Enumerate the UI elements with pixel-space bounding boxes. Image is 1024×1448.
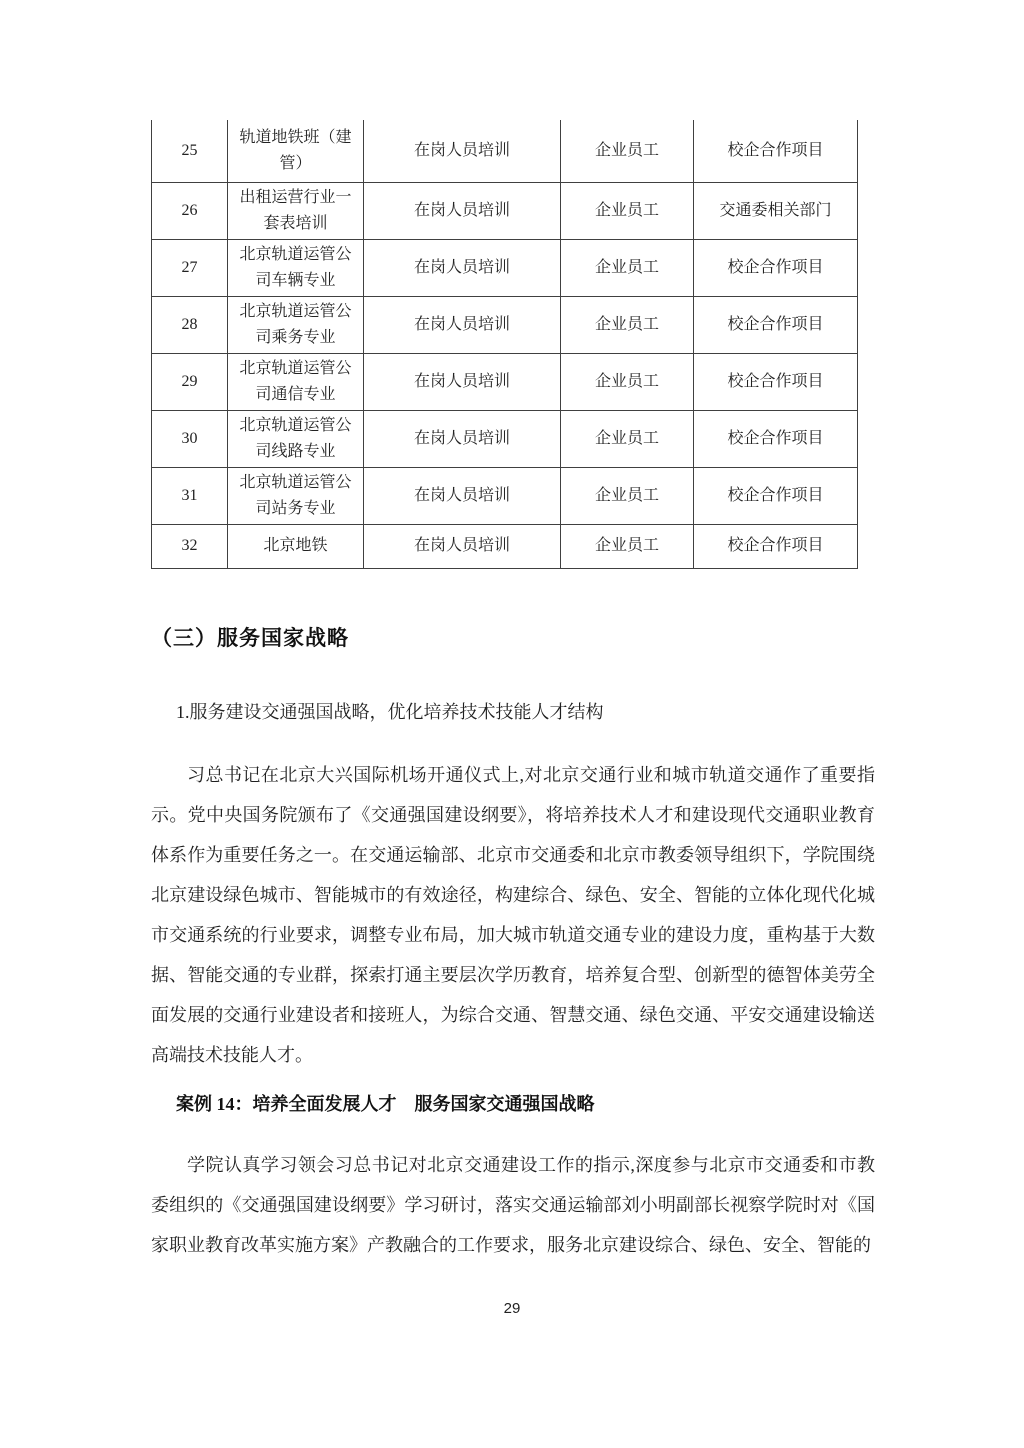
training-type-cell: 在岗人员培训 (364, 296, 561, 353)
cooperation-type-cell: 校企合作项目 (694, 410, 858, 467)
project-name-cell: 北京轨道运管公司通信专业 (228, 353, 364, 410)
table-row (152, 239, 858, 296)
trainee-type-cell: 企业员工 (561, 239, 694, 296)
table-row (152, 410, 858, 467)
table-row (152, 296, 858, 353)
project-name-cell: 北京轨道运管公司线路专业 (228, 410, 364, 467)
trainee-type-cell: 企业员工 (561, 467, 694, 524)
project-name-cell: 北京轨道运管公司车辆专业 (228, 239, 364, 296)
trainee-type-cell: 企业员工 (561, 524, 694, 568)
page-number: 29 (503, 1300, 521, 1317)
cooperation-type-cell: 校企合作项目 (694, 353, 858, 410)
training-type-cell: 在岗人员培训 (364, 524, 561, 568)
trainee-type-cell: 企业员工 (561, 296, 694, 353)
training-type-cell: 在岗人员培训 (364, 182, 561, 239)
cooperation-type-cell: 校企合作项目 (694, 296, 858, 353)
table-row (152, 182, 858, 239)
project-name-cell: 轨道地铁班（建管） (228, 120, 364, 182)
row-number-cell: 28 (152, 296, 228, 353)
section-heading: （三）服务国家战略 (151, 625, 349, 650)
cooperation-type-cell: 校企合作项目 (694, 239, 858, 296)
training-type-cell: 在岗人员培训 (364, 239, 561, 296)
training-type-cell: 在岗人员培训 (364, 353, 561, 410)
cooperation-type-cell: 校企合作项目 (694, 524, 858, 568)
row-number-cell: 27 (152, 239, 228, 296)
training-type-cell: 在岗人员培训 (364, 467, 561, 524)
table-row (152, 524, 858, 568)
cooperation-type-cell: 校企合作项目 (694, 467, 858, 524)
table-row (152, 467, 858, 524)
row-number-cell: 26 (152, 182, 228, 239)
body-paragraph-1: 习总书记在北京大兴国际机场开通仪式上,对北京交通行业和城市轨道交通作了重要指示。党中央国务院颁布了《交通强国建设纲要》，将培养技术人才和建设现代交通职业教育体系作为重要任务之一。在交通运输部、北京市交通委和北京市教委领导组织下，学院围绕北京建设绿色城市、智能城市的有效途径，构建综合、绿色、安全、智能的立体化现代化城市交通系统的行业要求，调整专业布局，加大城市轨道交通专业的建设力度，重构基于大数据、智能交通的专业群，探索打通主要层次学历教育，培养复合型、创新型的德智体美劳全面发展的交通行业建设者和接班人，为综合交通、智慧交通、绿色交通、平安交通建设输送高端技术技能人才。 (151, 764, 875, 1065)
trainee-type-cell: 企业员工 (561, 410, 694, 467)
sub-heading: 1.服务建设交通强国战略，优化培养技术技能人才结构 (176, 701, 604, 722)
project-name-cell: 北京轨道运管公司站务专业 (228, 467, 364, 524)
case-heading: 案例 14：培养全面发展人才 服务国家交通强国战略 (176, 1093, 595, 1114)
project-name-cell: 出租运营行业一套表培训 (228, 182, 364, 239)
row-number-cell: 31 (152, 467, 228, 524)
table-row (152, 120, 858, 182)
project-name-cell: 北京轨道运管公司乘务专业 (228, 296, 364, 353)
trainee-type-cell: 企业员工 (561, 353, 694, 410)
row-number-cell: 30 (152, 410, 228, 467)
trainee-type-cell: 企业员工 (561, 182, 694, 239)
training-type-cell: 在岗人员培训 (364, 120, 561, 182)
training-projects-table (151, 120, 858, 569)
table-row (152, 353, 858, 410)
cooperation-type-cell: 校企合作项目 (694, 120, 858, 182)
training-type-cell: 在岗人员培训 (364, 410, 561, 467)
cooperation-type-cell: 交通委相关部门 (694, 182, 858, 239)
row-number-cell: 25 (152, 120, 228, 182)
trainee-type-cell: 企业员工 (561, 120, 694, 182)
body-paragraph-2: 学院认真学习领会习总书记对北京交通建设工作的指示,深度参与北京市交通委和市教委组织的《交通强国建设纲要》学习研讨，落实交通运输部刘小明副部长视察学院时对《国家职业教育改革实施方案》产教融合的工作要求，服务北京建设综合、绿色、安全、智能的 (151, 1154, 875, 1255)
training-table-body (152, 120, 858, 568)
row-number-cell: 32 (152, 524, 228, 568)
project-name-cell: 北京地铁 (228, 524, 364, 568)
row-number-cell: 29 (152, 353, 228, 410)
